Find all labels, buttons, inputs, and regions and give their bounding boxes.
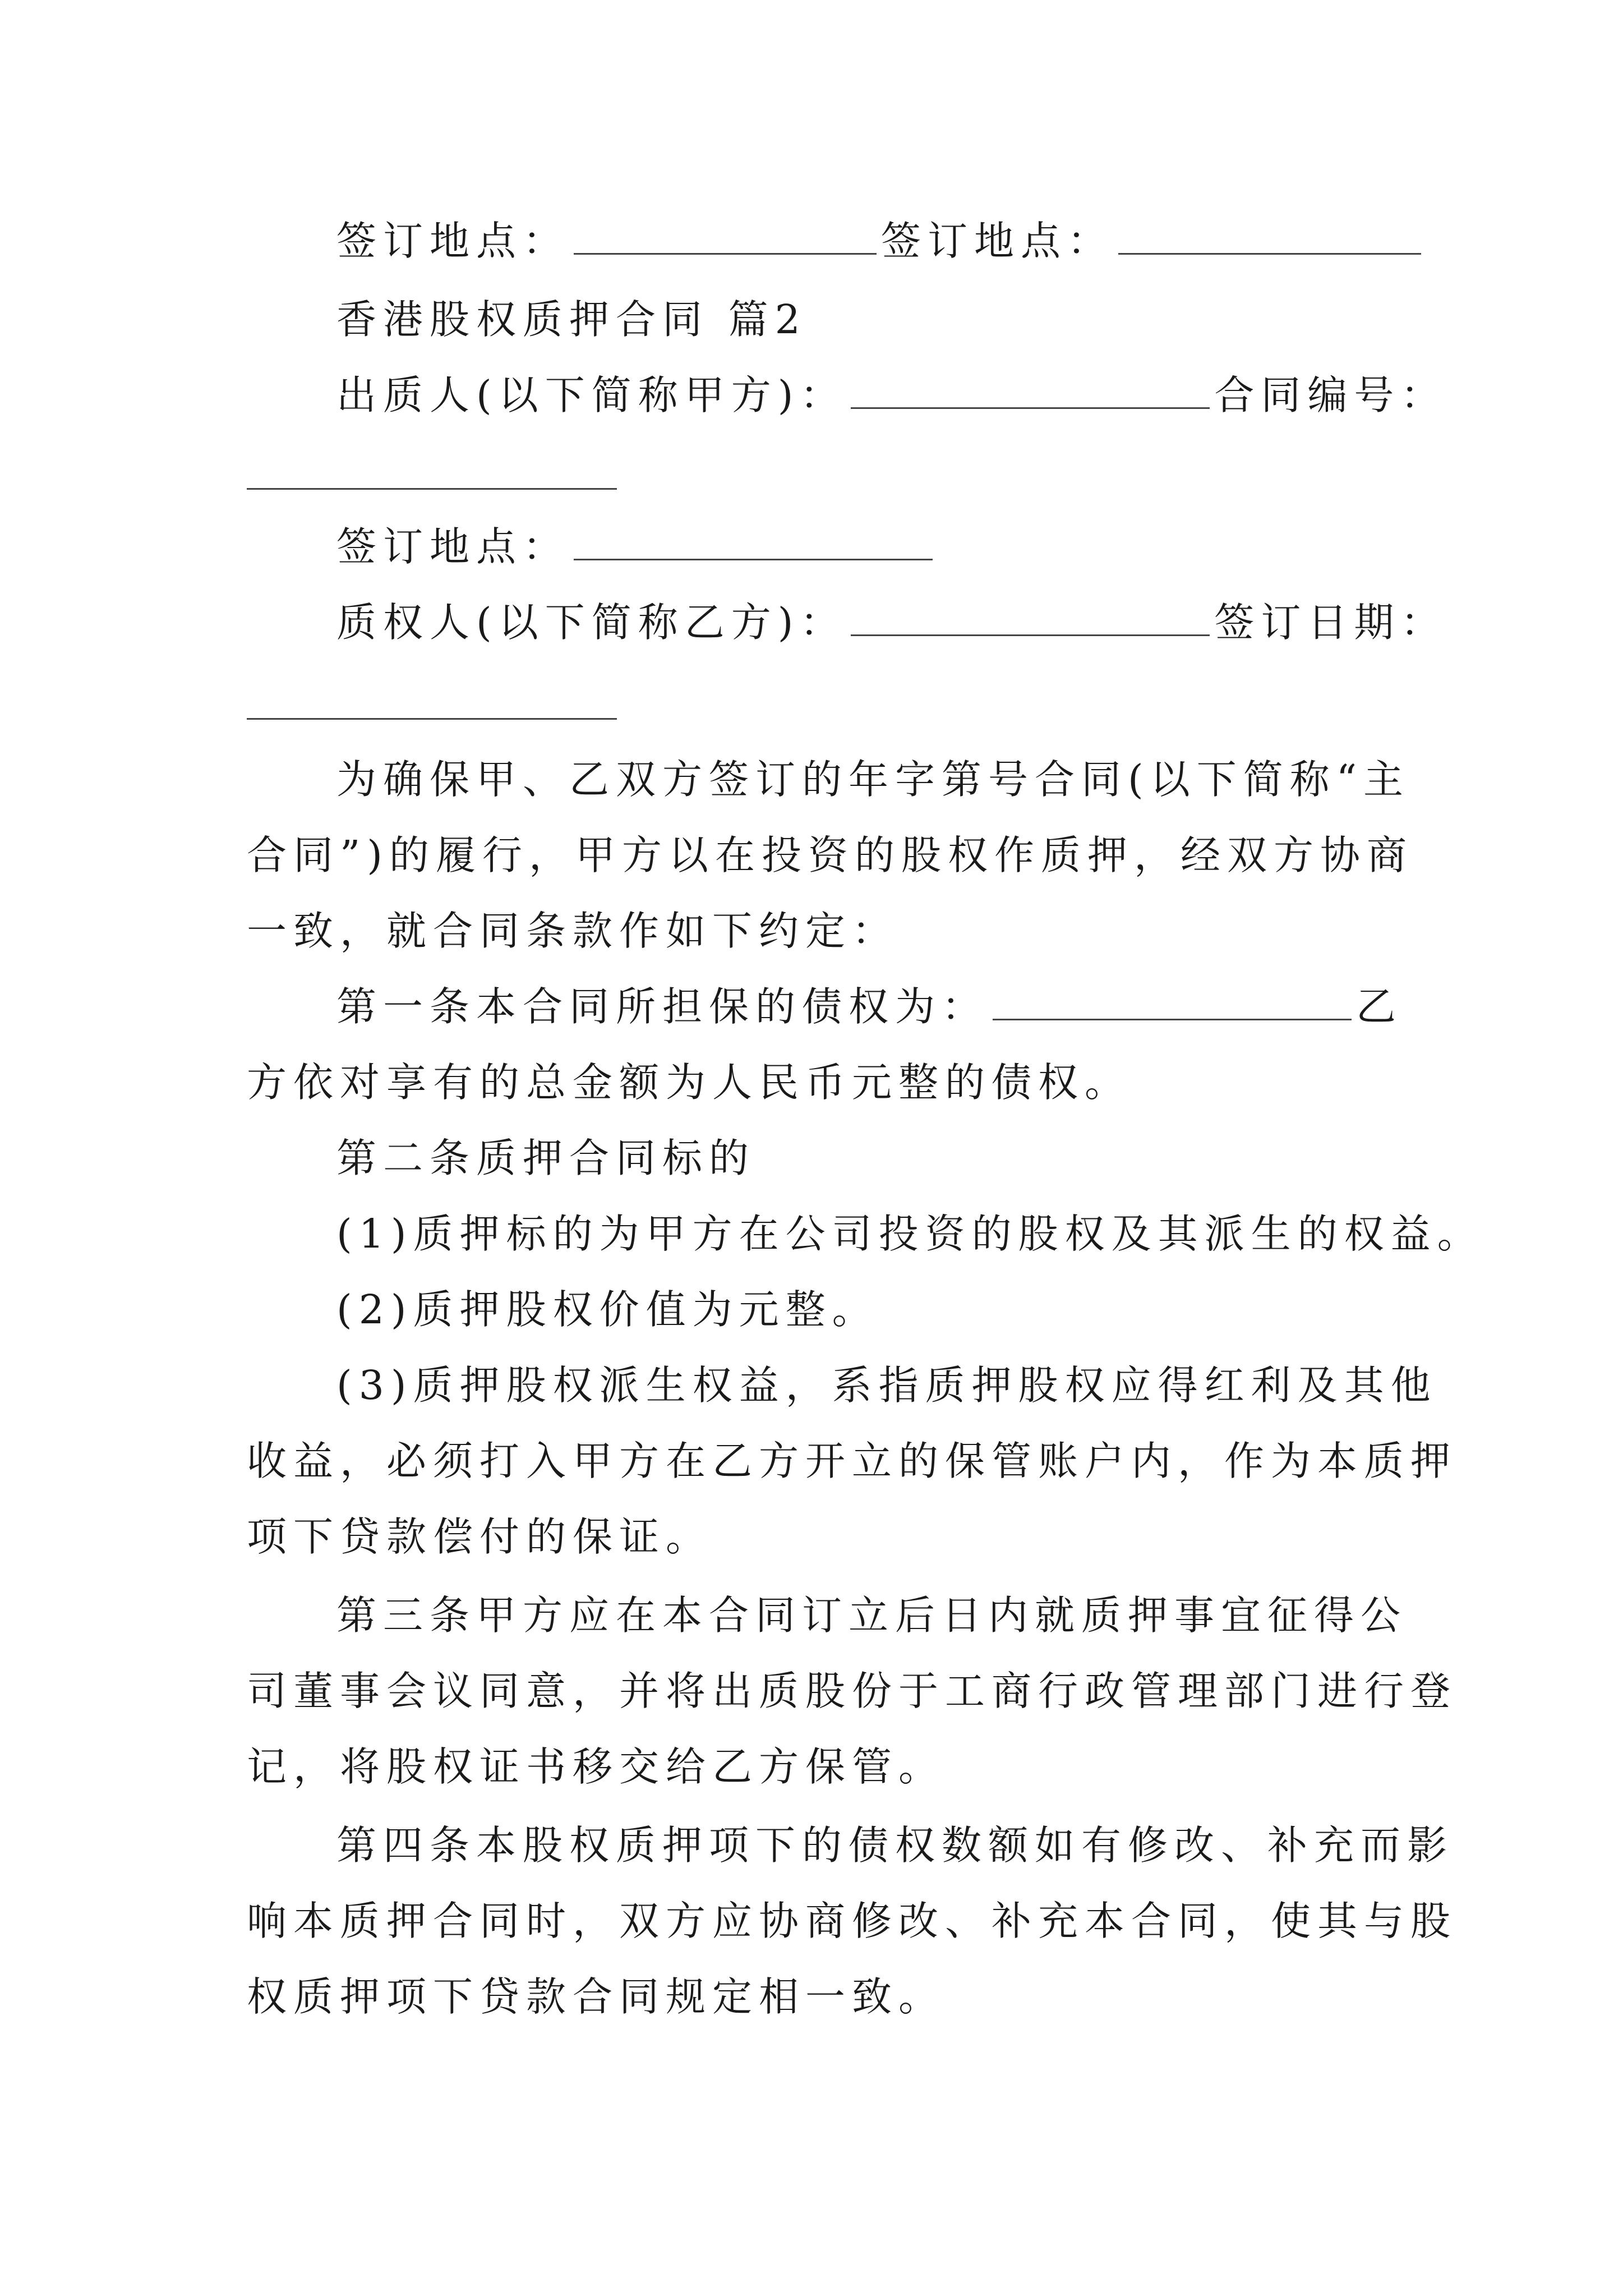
pledgor-blank — [851, 404, 1210, 409]
article1-text: 第一条本合同所担保的债权为： — [336, 983, 989, 1030]
pledgee-label: 质权人(以下简称乙方)： — [336, 599, 847, 646]
contract-number-label: 合同编号： — [1214, 372, 1447, 418]
article1-line-2: 方依对享有的总金额为人民币元整的债权。 — [247, 1059, 1132, 1106]
article3-line-3: 记，将股权证书移交给乙方保管。 — [247, 1743, 946, 1790]
intro-line-1: 为确保甲、乙双方签订的年字第号合同(以下简称“主 — [336, 756, 1410, 803]
article2-heading: 第二条质押合同标的 — [336, 1135, 756, 1181]
article1-blank — [993, 1015, 1352, 1020]
intro-line-3: 一致，就合同条款作如下约定： — [247, 908, 899, 954]
document-title: 香港股权质押合同 篇2 — [336, 296, 807, 343]
pledgee-blank — [851, 631, 1210, 636]
signing-place-row-2 — [336, 524, 937, 569]
article2-item-1: (1)质押标的为甲方在公司投资的股权及其派生的权益。 — [336, 1211, 1484, 1257]
signing-place-label-2: 签订地点： — [881, 218, 1114, 264]
article2-item-3-line-3: 项下贷款偿付的保证。 — [247, 1513, 713, 1560]
signing-date-label: 签订日期： — [1214, 599, 1447, 646]
signing-place-row — [336, 219, 1426, 264]
article3-line-1: 第三条甲方应在本合同订立后日内就质押事宜征得公 — [336, 1592, 1408, 1639]
pledgee-row — [336, 600, 1447, 645]
signing-date-blank — [247, 718, 617, 720]
signing-place-blank-3 — [574, 555, 933, 560]
article2-item-2: (2)质押股权价值为元整。 — [336, 1286, 879, 1333]
pledgor-row — [336, 373, 1447, 418]
article4-line-1: 第四条本股权质押项下的债权数额如有修改、补充而影 — [336, 1822, 1454, 1869]
contract-number-blank — [247, 488, 617, 490]
intro-line-2: 合同”)的履行，甲方以在投资的股权作质押，经双方协商 — [247, 832, 1413, 878]
article4-line-3: 权质押项下贷款合同规定相一致。 — [247, 1973, 946, 2020]
article2-item-3-line-2: 收益，必须打入甲方在乙方开立的保管账户内，作为本质押 — [247, 1438, 1458, 1484]
article3-line-2: 司董事会议同意，并将出质股份于工商行政管理部门进行登 — [247, 1668, 1458, 1714]
article4-line-2: 响本质押合同时，双方应协商修改、补充本合同，使其与股 — [247, 1898, 1458, 1944]
signing-place-label-1: 签订地点： — [336, 218, 570, 264]
article1-line-end: 乙 — [1356, 983, 1403, 1030]
article2-item-3-line-1: (3)质押股权派生权益，系指质押股权应得红利及其他 — [336, 1362, 1437, 1409]
signing-place-label-3: 签订地点： — [336, 523, 570, 570]
article1-line-1 — [336, 984, 1403, 1029]
signing-place-blank-2 — [1118, 250, 1421, 255]
pledgor-label: 出质人(以下简称甲方)： — [336, 372, 847, 418]
signing-place-blank-1 — [574, 250, 877, 255]
